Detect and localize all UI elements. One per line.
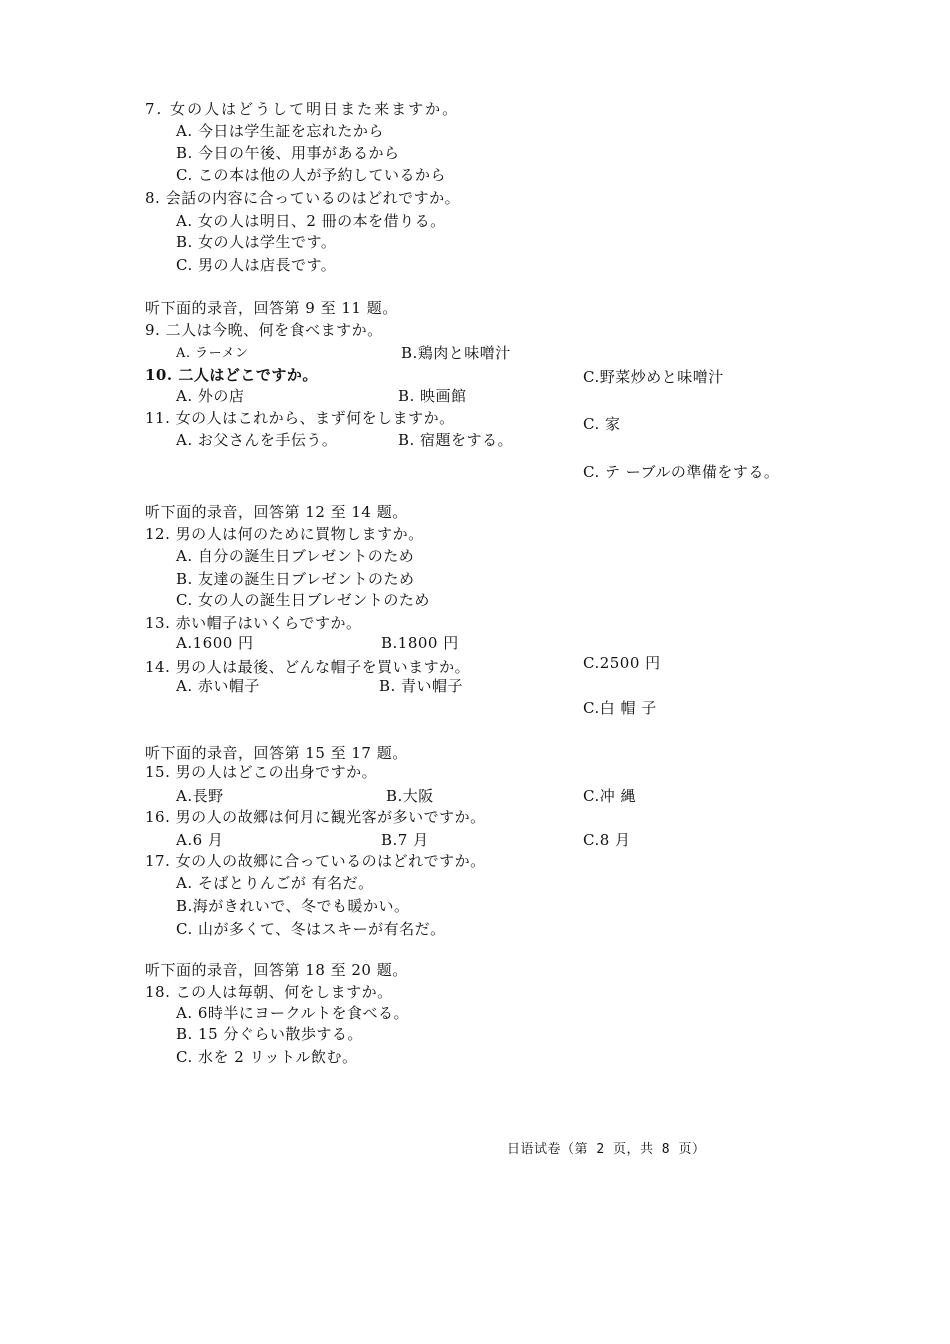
question-16: 16. 男の人の故郷は何月に観光客が多いですか。 [145, 808, 486, 826]
q15-option-c: C.冲 縄 [583, 787, 636, 805]
q10-option-b: B. 映画館 [398, 387, 467, 405]
question-12: 12. 男の人は何のために買物しますか。 [145, 525, 424, 543]
q12-option-a: A. 自分の誕生日ブレゼントのため [176, 547, 415, 565]
question-8: 8. 会話の内容に合っているのはどれですか。 [145, 189, 461, 207]
q7-option-c: C. この本は他の人が予約しているから [176, 166, 446, 184]
q8-option-b: B. 女の人は学生です。 [176, 233, 337, 251]
q18-option-a: A. 6時半にヨークルトを食べる。 [176, 1004, 409, 1022]
section-heading-9-11: 听下面的录音，回答第 9 至 11 题。 [145, 299, 398, 317]
q12-option-c: C. 女の人の誕生日ブレゼントのため [176, 591, 430, 609]
q16-option-b: B.7 月 [381, 831, 429, 849]
q15-option-a: A.長野 [176, 787, 224, 805]
question-7: 7. 女の人はどうして明日また来ますか。 [145, 100, 460, 118]
q13-option-b: B.1800 円 [381, 634, 459, 652]
q7-option-a: A. 今日は学生証を忘れたから [176, 122, 384, 140]
q18-option-b: B. 15 分ぐらい散歩する。 [176, 1025, 363, 1043]
q18-option-c: C. 水を 2 リットル飲む。 [176, 1048, 358, 1066]
q15-option-b: B.大阪 [386, 787, 434, 805]
q12-option-b: B. 友達の誕生日ブレゼントのため [176, 570, 415, 588]
q7-option-b: B. 今日の午後、用事があるから [176, 144, 400, 162]
q11-option-c: C. テ ーブルの準備をする。 [583, 463, 780, 481]
q14-option-a: A. 赤い帽子 [176, 677, 260, 695]
section-heading-12-14: 听下面的录音，回答第 12 至 14 题。 [145, 503, 408, 521]
q16-option-a: A.6 月 [176, 831, 224, 849]
section-heading-18-20: 听下面的录音，回答第 18 至 20 题。 [145, 961, 408, 979]
q17-option-c: C. 山が多くて、冬はスキーが有名だ。 [176, 920, 446, 938]
q13-option-a: A.1600 円 [176, 634, 254, 652]
section-heading-15-17: 听下面的录音，回答第 15 至 17 题。 [145, 744, 408, 762]
q10-option-c: C. 家 [583, 415, 621, 433]
question-18: 18. この人は毎朝、何をしますか。 [145, 983, 393, 1001]
question-10: 10. 二人はどこですか。 [145, 366, 318, 384]
question-15: 15. 男の人はどこの出身ですか。 [145, 763, 378, 781]
q9-option-c: C.野菜炒めと味噌汁 [583, 368, 724, 386]
page-footer: 日语试卷（第 2 页，共 8 页） [507, 1142, 706, 1157]
question-14: 14. 男の人は最後、どんな帽子を買いますか。 [145, 658, 471, 676]
q17-option-a: A. そばとりんごが 有名だ。 [176, 874, 374, 892]
q14-option-b: B. 青い帽子 [379, 677, 464, 695]
q16-option-c: C.8 月 [583, 831, 631, 849]
question-9: 9. 二人は今晩、何を食べますか。 [145, 321, 383, 339]
q10-option-a: A. 外の店 [176, 387, 245, 405]
q13-option-c: C.2500 円 [583, 654, 661, 672]
question-17: 17. 女の人の故郷に合っているのはどれですか。 [145, 852, 486, 870]
q9-option-a: A. ラーメン [176, 346, 249, 361]
question-13: 13. 赤い帽子はいくらですか。 [145, 614, 362, 632]
q8-option-c: C. 男の人は店長です。 [176, 256, 337, 274]
q17-option-b: B.海がきれいで、冬でも暖かい。 [176, 897, 410, 915]
q11-option-b: B. 宿題をする。 [398, 431, 514, 449]
q8-option-a: A. 女の人は明日、2 冊の本を借りる。 [176, 212, 446, 230]
q9-option-b: B.鶏肉と味噌汁 [401, 344, 511, 362]
q14-option-c: C.白 帽 子 [583, 699, 657, 717]
q11-option-a: A. お父さんを手伝う。 [176, 431, 338, 449]
question-11: 11. 女の人はこれから、まず何をしますか。 [145, 409, 455, 427]
